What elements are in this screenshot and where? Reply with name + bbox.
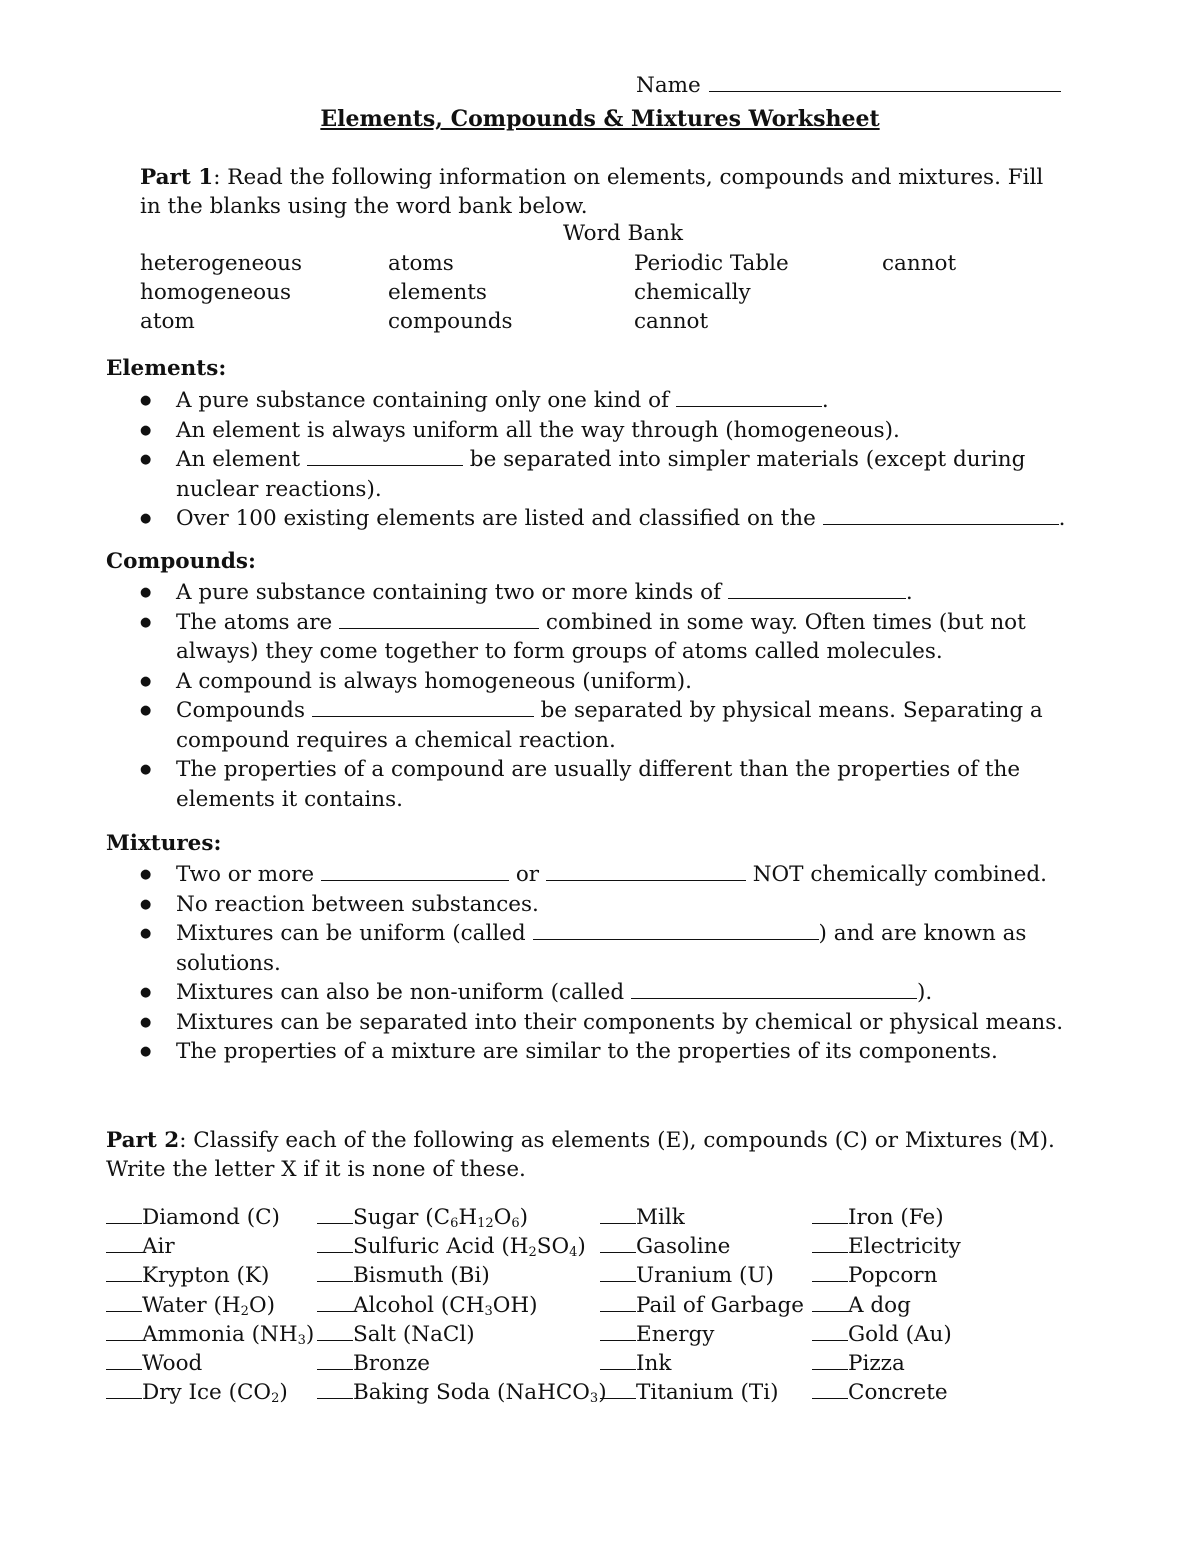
text: . — [905, 580, 913, 605]
classify-label: Gold (Au) — [848, 1321, 952, 1347]
list-item — [140, 1037, 1100, 1067]
list-item — [140, 445, 1100, 504]
classify-label: Dry Ice $(CO_2)$ — [142, 1380, 288, 1407]
classify-label: Concrete — [848, 1380, 948, 1406]
text: be separated into simpler materials (except during nuclear reactions). — [176, 447, 1026, 502]
elements-heading: Elements: — [106, 356, 227, 381]
word-bank-item: cannot — [882, 251, 957, 276]
elements-list — [140, 386, 1100, 534]
classify-item — [812, 1263, 937, 1288]
name-field — [636, 71, 1061, 98]
text: ) and are known as solutions. — [176, 921, 1027, 976]
word-bank-item: compounds — [388, 309, 513, 334]
list-item — [140, 667, 1100, 697]
word-bank-item: homogeneous — [140, 280, 292, 305]
name-label: Name — [636, 73, 701, 98]
classify-item — [106, 1293, 275, 1319]
classify-item — [317, 1234, 586, 1260]
text: An element is always uniform all the way through (homogeneous). — [176, 417, 900, 443]
answer-blank[interactable] — [106, 1380, 142, 1399]
classify-item — [106, 1205, 280, 1230]
fill-blank[interactable] — [546, 862, 746, 881]
answer-blank[interactable] — [600, 1205, 636, 1224]
classify-item — [317, 1351, 430, 1376]
classify-label: Sulfuric Acid $(H_2SO_4)$ — [353, 1234, 586, 1261]
classify-label: Popcorn — [848, 1263, 938, 1289]
fill-blank[interactable] — [676, 388, 822, 407]
classify-item — [106, 1234, 175, 1259]
classify-item — [106, 1322, 314, 1348]
answer-blank[interactable] — [600, 1263, 636, 1282]
text: The properties of a compound are usually different than the properties of the elements it contains. — [176, 757, 1021, 812]
classify-item — [812, 1234, 961, 1259]
classify-label: Air — [142, 1234, 175, 1260]
word-bank-item: atom — [140, 309, 195, 334]
classify-label: Titanium (Ti) — [636, 1380, 779, 1406]
answer-blank[interactable] — [812, 1263, 848, 1282]
word-bank-item: atoms — [388, 251, 454, 276]
list-item — [140, 608, 1100, 667]
classify-item — [106, 1380, 288, 1406]
text: combined in some way. Often times (but not always) they come together to form groups of atoms called molecules. — [176, 609, 1026, 664]
answer-blank[interactable] — [812, 1205, 848, 1224]
part2-instructions — [106, 1126, 1086, 1184]
classify-item — [600, 1234, 730, 1259]
classify-label: Pail of Garbage — [636, 1292, 804, 1318]
answer-blank[interactable] — [106, 1293, 142, 1312]
list-item — [140, 1008, 1100, 1038]
answer-blank[interactable] — [106, 1263, 142, 1282]
classify-label: Pizza — [848, 1351, 905, 1376]
part1-label: Part 1 — [140, 165, 214, 190]
classify-item — [812, 1293, 911, 1318]
compounds-heading: Compounds: — [106, 549, 256, 574]
classify-label: Water $(H_2O)$ — [142, 1292, 275, 1319]
answer-blank[interactable] — [600, 1234, 636, 1253]
list-item — [140, 755, 1100, 814]
fill-blank[interactable] — [728, 580, 906, 599]
list-item — [140, 860, 1100, 890]
classify-item — [106, 1263, 269, 1288]
classify-label: A dog — [848, 1292, 911, 1318]
list-item — [140, 978, 1100, 1008]
classify-label: Bronze — [353, 1351, 430, 1376]
answer-blank[interactable] — [600, 1380, 636, 1399]
classify-label: Electricity — [848, 1234, 961, 1260]
answer-blank[interactable] — [317, 1380, 353, 1399]
text: NOT chemically combined. — [745, 862, 1047, 887]
list-item — [140, 386, 1100, 416]
fill-blank[interactable] — [312, 698, 534, 717]
part1-text: : Read the following information on elements, compounds and mixtures. Fill in the blanks using the word bank below. — [140, 165, 1044, 219]
classify-label: Wood — [142, 1351, 203, 1376]
mixtures-list — [140, 860, 1100, 1067]
page-title: Elements, Compounds & Mixtures Worksheet — [320, 106, 880, 132]
classify-label: Ammonia $(NH_3)$ — [142, 1321, 315, 1348]
classify-item — [317, 1293, 538, 1319]
classify-item — [600, 1380, 778, 1405]
text: The properties of a mixture are similar to the properties of its components. — [176, 1039, 998, 1064]
text: . — [1058, 506, 1066, 531]
fill-blank[interactable] — [307, 447, 463, 466]
mixtures-heading: Mixtures: — [106, 831, 222, 856]
answer-blank[interactable] — [600, 1293, 636, 1312]
classify-item — [812, 1205, 944, 1230]
classify-item — [317, 1205, 528, 1231]
classify-label: Milk — [636, 1205, 685, 1230]
answer-blank[interactable] — [106, 1234, 142, 1253]
text: or — [508, 862, 546, 887]
word-bank-item: Periodic Table — [634, 251, 789, 276]
classify-label: Iron (Fe) — [848, 1205, 944, 1230]
list-item — [140, 578, 1100, 608]
text: ). — [916, 980, 933, 1005]
compounds-list — [140, 578, 1100, 814]
name-blank[interactable] — [709, 71, 1061, 92]
classify-item — [600, 1351, 671, 1376]
classify-item — [600, 1205, 685, 1230]
classify-item — [317, 1380, 607, 1406]
text: be separated by physical means. Separating a compound requires a chemical reaction. — [176, 698, 1043, 753]
classify-label: Salt (NaCl) — [353, 1321, 475, 1347]
classify-item — [812, 1322, 952, 1347]
word-bank-title: Word Bank — [563, 221, 683, 246]
classify-item — [812, 1380, 948, 1405]
classify-label: Uranium (U) — [636, 1263, 774, 1289]
text: A pure substance containing only one kind of — [176, 388, 676, 413]
classify-item — [600, 1322, 714, 1347]
list-item — [140, 890, 1100, 920]
classify-item — [317, 1263, 490, 1288]
answer-blank[interactable] — [317, 1205, 353, 1224]
list-item — [140, 504, 1100, 534]
answer-blank[interactable] — [106, 1322, 142, 1341]
fill-blank[interactable] — [321, 862, 509, 881]
classify-label: Sugar $(C_6H_{12}O_6)$ — [353, 1205, 528, 1231]
classify-item — [106, 1351, 202, 1376]
word-bank-item: elements — [388, 280, 487, 305]
part2-label: Part 2 — [106, 1128, 180, 1153]
fill-blank[interactable] — [533, 921, 819, 940]
classify-item — [317, 1322, 475, 1347]
answer-blank[interactable] — [317, 1293, 353, 1312]
text: An element — [176, 447, 307, 472]
classify-item — [600, 1263, 774, 1288]
text: Mixtures can be separated into their components by chemical or physical means. — [176, 1009, 1064, 1035]
answer-blank[interactable] — [317, 1351, 353, 1370]
classify-label: Gasoline — [636, 1234, 731, 1260]
text: Mixtures can be uniform (called — [176, 921, 533, 946]
classify-label: Energy — [636, 1321, 715, 1347]
list-item — [140, 696, 1100, 755]
classify-label: Bismuth (Bi) — [353, 1263, 490, 1289]
answer-blank[interactable] — [317, 1234, 353, 1253]
text: . — [821, 388, 829, 413]
answer-blank[interactable] — [812, 1234, 848, 1253]
text: The atoms are — [176, 609, 340, 635]
text: Mixtures can also be non-uniform (called — [176, 980, 631, 1005]
text: Compounds — [176, 698, 312, 723]
list-item — [140, 416, 1100, 446]
fill-blank[interactable] — [339, 610, 539, 629]
classify-label: Alcohol $(CH_3OH)$ — [353, 1292, 538, 1319]
classify-label: Ink — [636, 1351, 672, 1376]
text: A compound is always homogeneous (uniform). — [176, 668, 692, 694]
classify-label: Krypton (K) — [142, 1263, 270, 1289]
answer-blank[interactable] — [812, 1293, 848, 1312]
text: Two or more — [176, 862, 321, 887]
fill-blank[interactable] — [823, 506, 1059, 525]
part2-text: : Classify each of the following as elements (E), compounds (C) or Mixtures (M). Write the letter X if it is none of these. — [106, 1128, 1055, 1182]
answer-blank[interactable] — [812, 1351, 848, 1370]
text: A pure substance containing two or more kinds of — [176, 580, 728, 605]
answer-blank[interactable] — [812, 1322, 848, 1341]
fill-blank[interactable] — [631, 980, 917, 999]
answer-blank[interactable] — [106, 1351, 142, 1370]
part1-instructions — [140, 163, 1070, 221]
answer-blank[interactable] — [317, 1263, 353, 1282]
answer-blank[interactable] — [317, 1322, 353, 1341]
text: No reaction between substances. — [176, 891, 539, 917]
word-bank-item: heterogeneous — [140, 251, 303, 276]
answer-blank[interactable] — [600, 1322, 636, 1341]
answer-blank[interactable] — [600, 1351, 636, 1370]
classify-item — [812, 1351, 905, 1376]
classify-label: Baking Soda (NaHCO$_3$) — [353, 1380, 607, 1407]
list-item — [140, 919, 1100, 978]
classify-item — [600, 1293, 804, 1318]
word-bank-item: cannot — [634, 309, 709, 334]
answer-blank[interactable] — [106, 1205, 142, 1224]
text: Over 100 existing elements are listed and classified on the — [176, 506, 823, 531]
classify-label: Diamond (C) — [142, 1205, 280, 1230]
answer-blank[interactable] — [812, 1380, 848, 1399]
word-bank-item: chemically — [634, 280, 751, 305]
